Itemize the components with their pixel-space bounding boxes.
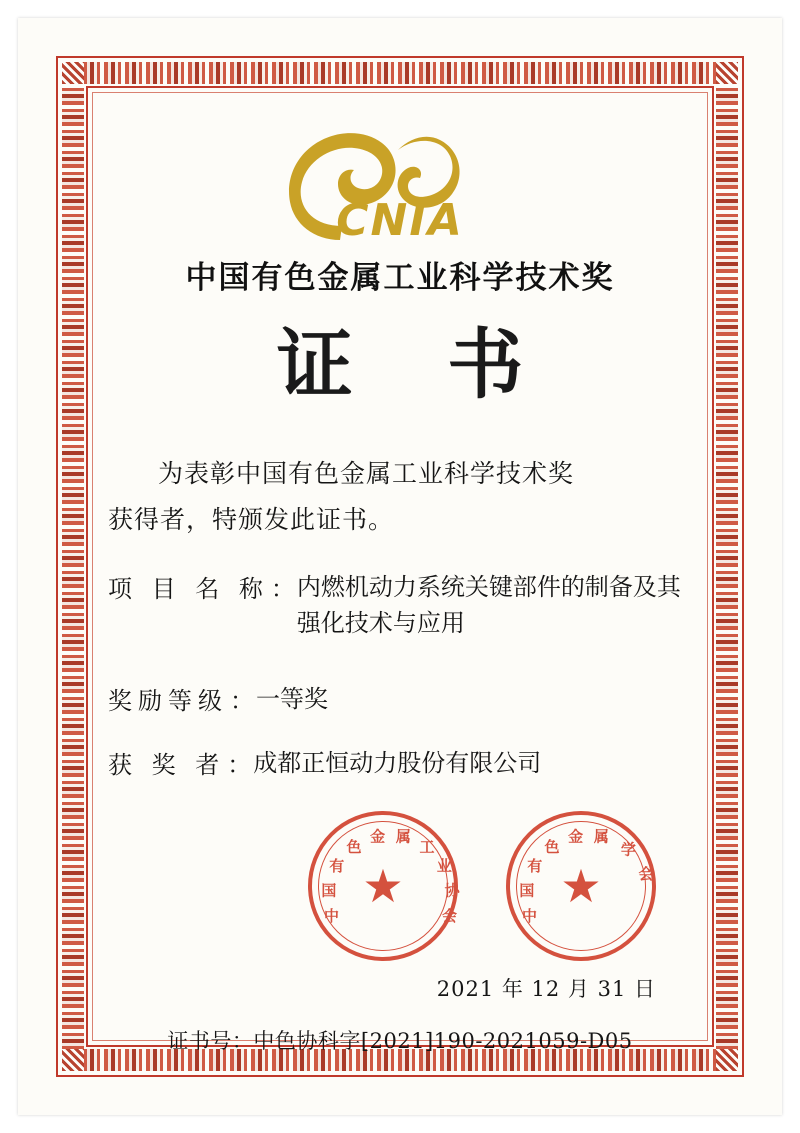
field-project-name-colon: ： <box>270 575 295 604</box>
document-title: 证 书 <box>276 320 558 409</box>
field-project-name <box>108 569 692 641</box>
organization-title: 中国有色金属工业科学技术奖 <box>185 260 615 296</box>
ornament-band-top <box>62 62 738 84</box>
certificate-number-value: 中色协科字[2021]190-2021059-D05 <box>253 1029 633 1054</box>
seal-cnia-society <box>506 811 656 961</box>
field-winner <box>108 745 692 781</box>
issue-date: 2021 年 12 月 31 日 <box>436 977 656 1002</box>
field-winner-colon: ： <box>227 751 252 780</box>
ornament-band-left <box>62 62 84 1071</box>
logo-block <box>108 130 692 250</box>
certificate-content <box>108 108 692 1054</box>
citation-line-1: 为表彰中国有色金属工业科学技术奖 <box>158 458 575 488</box>
ornament-corner-top-right <box>716 62 738 84</box>
field-award-level-colon: ： <box>230 687 254 716</box>
field-award-level-value: 一等奖 <box>256 685 328 714</box>
logo-wordmark: CNIA <box>336 195 464 246</box>
seal-group <box>108 807 692 967</box>
certificate-number-line <box>108 1025 692 1055</box>
field-project-name-label: 项 目 名 称 <box>108 575 269 604</box>
seal-star-icon-left: ★ <box>362 859 404 914</box>
seal-ring-text-left: 中 国 有 色 金 属 工 业 协 会 <box>321 827 460 926</box>
field-award-level <box>108 681 692 717</box>
ornament-corner-bottom-right <box>716 1049 738 1071</box>
ornament-corner-top-left <box>62 62 84 84</box>
seal-star-icon-right: ★ <box>560 859 602 914</box>
citation-line-2: 获得者，特颁发此证书。 <box>108 505 395 535</box>
ornament-band-right <box>716 62 738 1071</box>
certificate-page <box>18 18 782 1115</box>
seal-cnia-association <box>308 811 458 961</box>
cnia-ribbon-logo-icon <box>270 130 530 248</box>
field-award-level-label: 奖励等级 <box>108 687 228 716</box>
ornament-corner-bottom-left <box>62 1049 84 1071</box>
seal-ring-text-right: 中 国 有 色 金 属 学 会 <box>519 827 654 926</box>
certificate-number-label: 证书号： <box>167 1029 254 1054</box>
field-winner-label: 获 奖 者 <box>108 751 226 780</box>
citation-block <box>108 451 692 544</box>
field-winner-value: 成都正恒动力股份有限公司 <box>253 749 542 778</box>
field-project-name-value: 内燃机动力系统关键部件的制备及其强化技术与应用 <box>296 573 681 638</box>
